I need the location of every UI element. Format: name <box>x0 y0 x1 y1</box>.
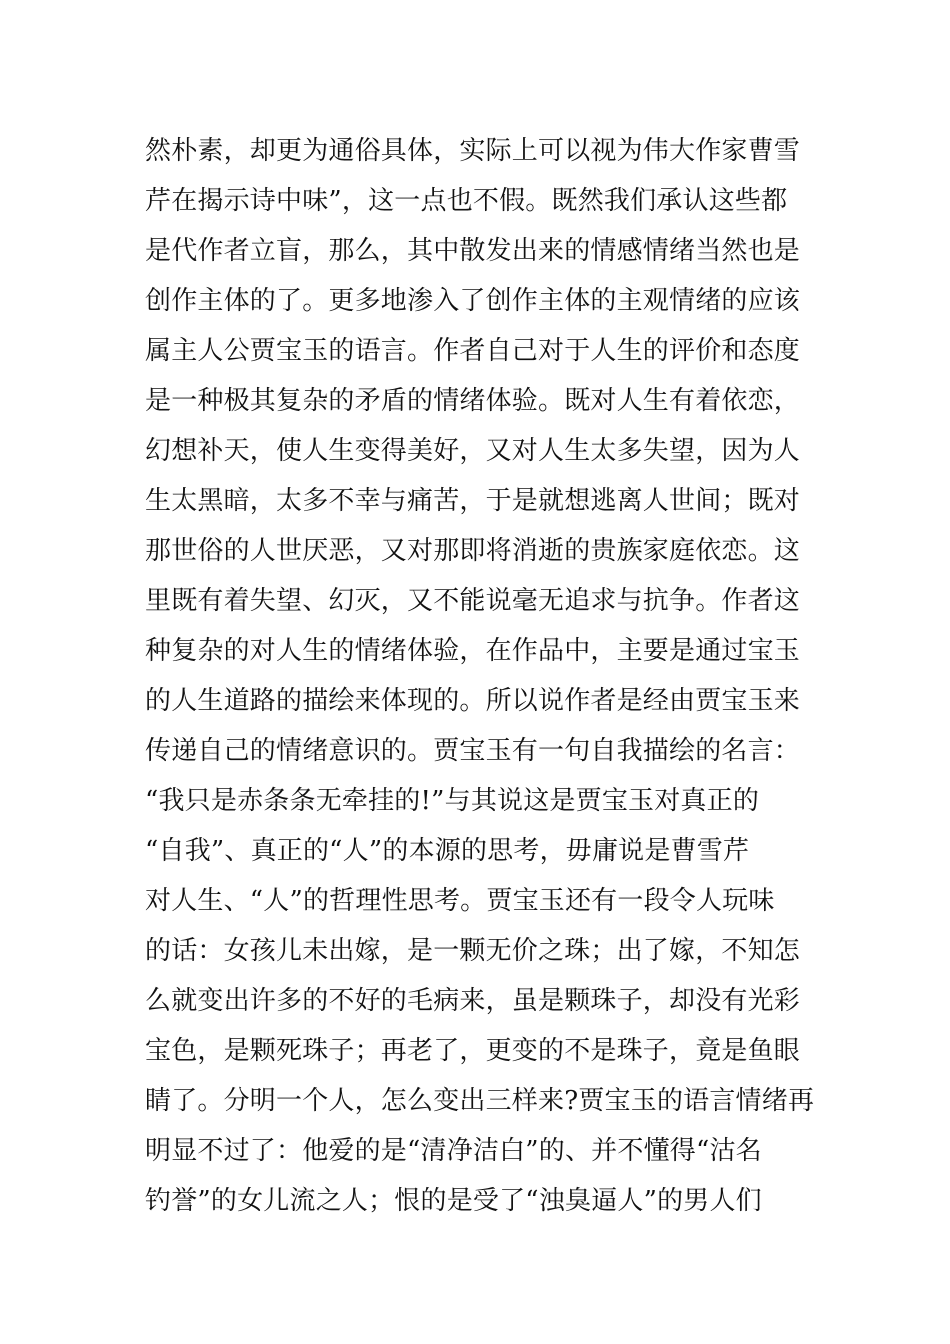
text-line: 对人生、“人”的哲理性思考。贾宝玉还有一段令人玩味 <box>145 886 775 916</box>
text-line: “我只是赤条条无牵挂的!”与其说这是贾宝玉对真正的 <box>145 786 760 816</box>
text-line: 宝色，是颗死珠子；再老了，更变的不是珠子，竟是鱼眼 <box>145 1036 801 1066</box>
body-text <box>145 126 815 1226</box>
text-line: 生太黑暗，太多不幸与痛苦，于是就想逃离人世间；既对 <box>145 486 801 516</box>
text-line: 幻想补天，使人生变得美好，又对人生太多失望，因为人 <box>145 436 801 466</box>
text-line: “自我”、真正的“人”的本源的思考，毋庸说是曹雪芹 <box>145 836 750 866</box>
text-line: 么就变出许多的不好的毛病来，虽是颗珠子，却没有光彩 <box>145 986 801 1016</box>
text-line: 创作主体的了。更多地渗入了创作主体的主观情绪的应该 <box>145 286 801 316</box>
text-line: 里既有着失望、幻灭，又不能说毫无追求与抗争。作者这 <box>145 586 801 616</box>
text-line: 那世俗的人世厌恶，又对那即将消逝的贵族家庭依恋。这 <box>145 536 801 566</box>
text-line: 是代作者立盲，那么，其中散发出来的情感情绪当然也是 <box>145 236 801 266</box>
text-line: 的人生道路的描绘来体现的。所以说作者是经由贾宝玉来 <box>145 686 801 716</box>
text-line: 种复杂的对人生的情绪体验，在作品中，主要是通过宝玉 <box>145 636 801 666</box>
text-line: 传递自己的情绪意识的。贾宝玉有一句自我描绘的名言： <box>145 736 801 766</box>
text-line: 是一种极其复杂的矛盾的情绪体验。既对人生有着依恋， <box>145 386 801 416</box>
text-line: 的话：女孩儿未出嫁，是一颗无价之珠；出了嫁，不知怎 <box>145 936 801 966</box>
text-line: 芹在揭示诗中味”，这一点也不假。既然我们承认这些都 <box>145 186 788 216</box>
text-line: 睛了。分明一个人，怎么变出三样来?贾宝玉的语言情绪再 <box>145 1086 815 1116</box>
text-line: 钓誉”的女儿流之人；恨的是受了“浊臭逼人”的男人们 <box>145 1186 762 1216</box>
text-line: 然朴素，却更为通俗具体，实际上可以视为伟大作家曹雪 <box>145 136 801 166</box>
text-line: 属主人公贾宝玉的语言。作者自己对于人生的评价和态度 <box>145 336 801 366</box>
text-line: 明显不过了：他爱的是“清净洁白”的、并不懂得“沽名 <box>145 1136 762 1166</box>
